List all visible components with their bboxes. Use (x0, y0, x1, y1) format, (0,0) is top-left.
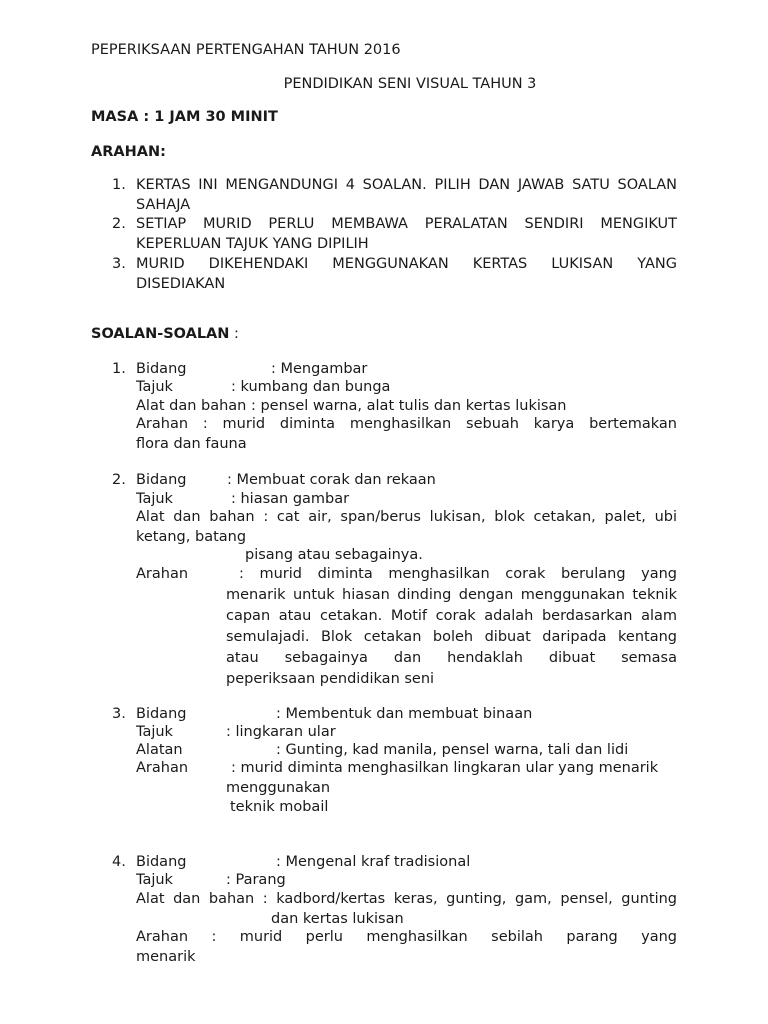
bidang-label: Bidang (136, 361, 187, 377)
arahan-line: capan atau cetakan. Motif corak adalah berdasarkan alam (226, 608, 677, 624)
tajuk-value: : lingkaran ular (226, 724, 336, 740)
tajuk-label: Tajuk (136, 724, 173, 740)
bidang-label: Bidang (136, 706, 187, 722)
instruction-line: SETIAP MURID PERLU MEMBAWA PERALATAN SENDIRI MENGIKUT (136, 216, 677, 232)
instruction-line: SAHAJA (136, 197, 191, 213)
instructions-heading: ARAHAN: (91, 144, 166, 160)
instruction-number: 2. (112, 216, 126, 232)
question-number: 4. (112, 854, 126, 870)
instruction-line: KERTAS INI MENGANDUNGI 4 SOALAN. PILIH DAN JAWAB SATU SOALAN (136, 177, 677, 193)
instruction-number: 1. (112, 177, 126, 193)
arahan-line: Arahan : murid perlu menghasilkan sebilah parang yang (136, 929, 677, 945)
arahan-line: Arahan : murid diminta menghasilkan sebuah karya bertemakan (136, 416, 677, 432)
question-number: 2. (112, 472, 126, 488)
tajuk-value: : hiasan gambar (231, 491, 350, 507)
exam-title: PEPERIKSAAN PERTENGAHAN TAHUN 2016 (91, 42, 401, 58)
bidang-label: Bidang (136, 854, 187, 870)
subject-title: PENDIDIKAN SENI VISUAL TAHUN 3 (283, 76, 537, 92)
instruction-line: DISEDIAKAN (136, 276, 226, 292)
alat-bahan: ketang, batang (136, 529, 247, 545)
alat-bahan: Alat dan bahan : pensel warna, alat tulis dan kertas lukisan (136, 398, 567, 414)
bidang-label: Bidang (136, 472, 187, 488)
alat-bahan: Alat dan bahan : cat air, span/berus lukisan, blok cetakan, palet, ubi (136, 509, 677, 525)
alat-bahan: dan kertas lukisan (271, 911, 404, 927)
bidang-value: : Membuat corak dan rekaan (227, 472, 436, 488)
tajuk-label: Tajuk (136, 491, 173, 507)
instruction-number: 3. (112, 256, 126, 272)
alatan-value: : Gunting, kad manila, pensel warna, tali dan lidi (276, 742, 629, 758)
alatan-label: Alatan (136, 742, 183, 758)
bidang-value: : Mengambar (271, 361, 368, 377)
question-number: 1. (112, 361, 126, 377)
arahan-line: peperiksaan pendidikan seni (226, 671, 435, 687)
arahan-line: menarik untuk hiasan dinding dengan menggunakan teknik (226, 587, 677, 603)
questions-heading-bold: SOALAN-SOALAN (91, 326, 230, 342)
duration: MASA : 1 JAM 30 MINIT (91, 109, 278, 125)
arahan-line: flora dan fauna (136, 436, 247, 452)
arahan-line: atau sebagainya dan hendaklah dibuat semasa (226, 650, 677, 666)
arahan-line: menarik (136, 949, 196, 965)
arahan-line: teknik mobail (230, 799, 329, 815)
arahan-label: Arahan (136, 760, 189, 776)
questions-heading-colon: : (229, 326, 239, 342)
tajuk-label: Tajuk (136, 379, 173, 395)
bidang-value: : Membentuk dan membuat binaan (276, 706, 533, 722)
bidang-value: : Mengenal kraf tradisional (276, 854, 471, 870)
alat-bahan: Alat dan bahan : kadbord/kertas keras, gunting, gam, pensel, gunting (136, 891, 677, 907)
instruction-line: MURID DIKEHENDAKI MENGGUNAKAN KERTAS LUKISAN YANG (136, 256, 677, 272)
tajuk-label: Tajuk (136, 872, 173, 888)
arahan-line: menggunakan (226, 780, 331, 796)
arahan-label: Arahan (136, 566, 189, 582)
arahan-line: semulajadi. Blok cetakan boleh dibuat daripada kentang (226, 629, 677, 645)
instruction-line: KEPERLUAN TAJUK YANG DIPILIH (136, 236, 369, 252)
alat-bahan: pisang atau sebagainya. (245, 547, 423, 563)
arahan-line: : murid diminta menghasilkan lingkaran ular yang menarik (231, 760, 659, 776)
tajuk-value: : kumbang dan bunga (231, 379, 391, 395)
questions-heading (91, 324, 239, 344)
question-number: 3. (112, 706, 126, 722)
tajuk-value: : Parang (226, 872, 286, 888)
arahan-line: : murid diminta menghasilkan corak berulang yang (239, 566, 677, 582)
